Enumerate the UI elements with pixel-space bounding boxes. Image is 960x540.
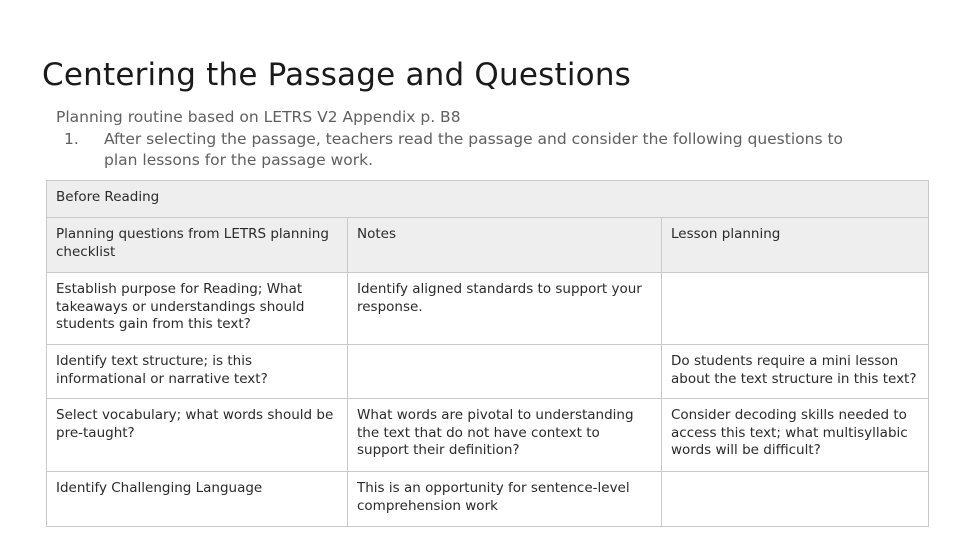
lesson-cell	[662, 273, 929, 345]
lesson-cell: Do students require a mini lesson about the text structure in this text?	[662, 345, 929, 399]
lesson-cell: Consider decoding skills needed to access this text; what multisyllabic words will be difficult?	[662, 399, 929, 472]
table-section-row	[47, 181, 929, 218]
question-cell: Select vocabulary; what words should be pre-taught?	[47, 399, 348, 472]
planning-table	[46, 180, 929, 527]
table-row	[47, 472, 929, 527]
column-header-lesson-planning: Lesson planning	[662, 218, 929, 273]
notes-cell: Identify aligned standards to support your response.	[348, 273, 662, 345]
slide-subtitle: Planning routine based on LETRS V2 Appendix p. B8	[56, 108, 461, 126]
question-cell: Establish purpose for Reading; What takeaways or understandings should students gain from this text?	[47, 273, 348, 345]
table-row	[47, 399, 929, 472]
column-header-notes: Notes	[348, 218, 662, 273]
notes-cell: What words are pivotal to understanding the text that do not have context to support their definition?	[348, 399, 662, 472]
notes-cell: This is an opportunity for sentence-level comprehension work	[348, 472, 662, 527]
question-cell: Identify text structure; is this informational or narrative text?	[47, 345, 348, 399]
question-cell: Identify Challenging Language	[47, 472, 348, 527]
column-header-questions: Planning questions from LETRS planning checklist	[47, 218, 348, 273]
step-number: 1.	[64, 130, 79, 148]
step-text: After selecting the passage, teachers read the passage and consider the following questions to plan lessons for the passage work.	[104, 130, 844, 169]
slide-title: Centering the Passage and Questions	[42, 57, 632, 93]
table-header-row	[47, 218, 929, 273]
lesson-cell	[662, 472, 929, 527]
table-row	[47, 345, 929, 399]
notes-cell	[348, 345, 662, 399]
section-header-before-reading: Before Reading	[47, 181, 929, 218]
table-row	[47, 273, 929, 345]
